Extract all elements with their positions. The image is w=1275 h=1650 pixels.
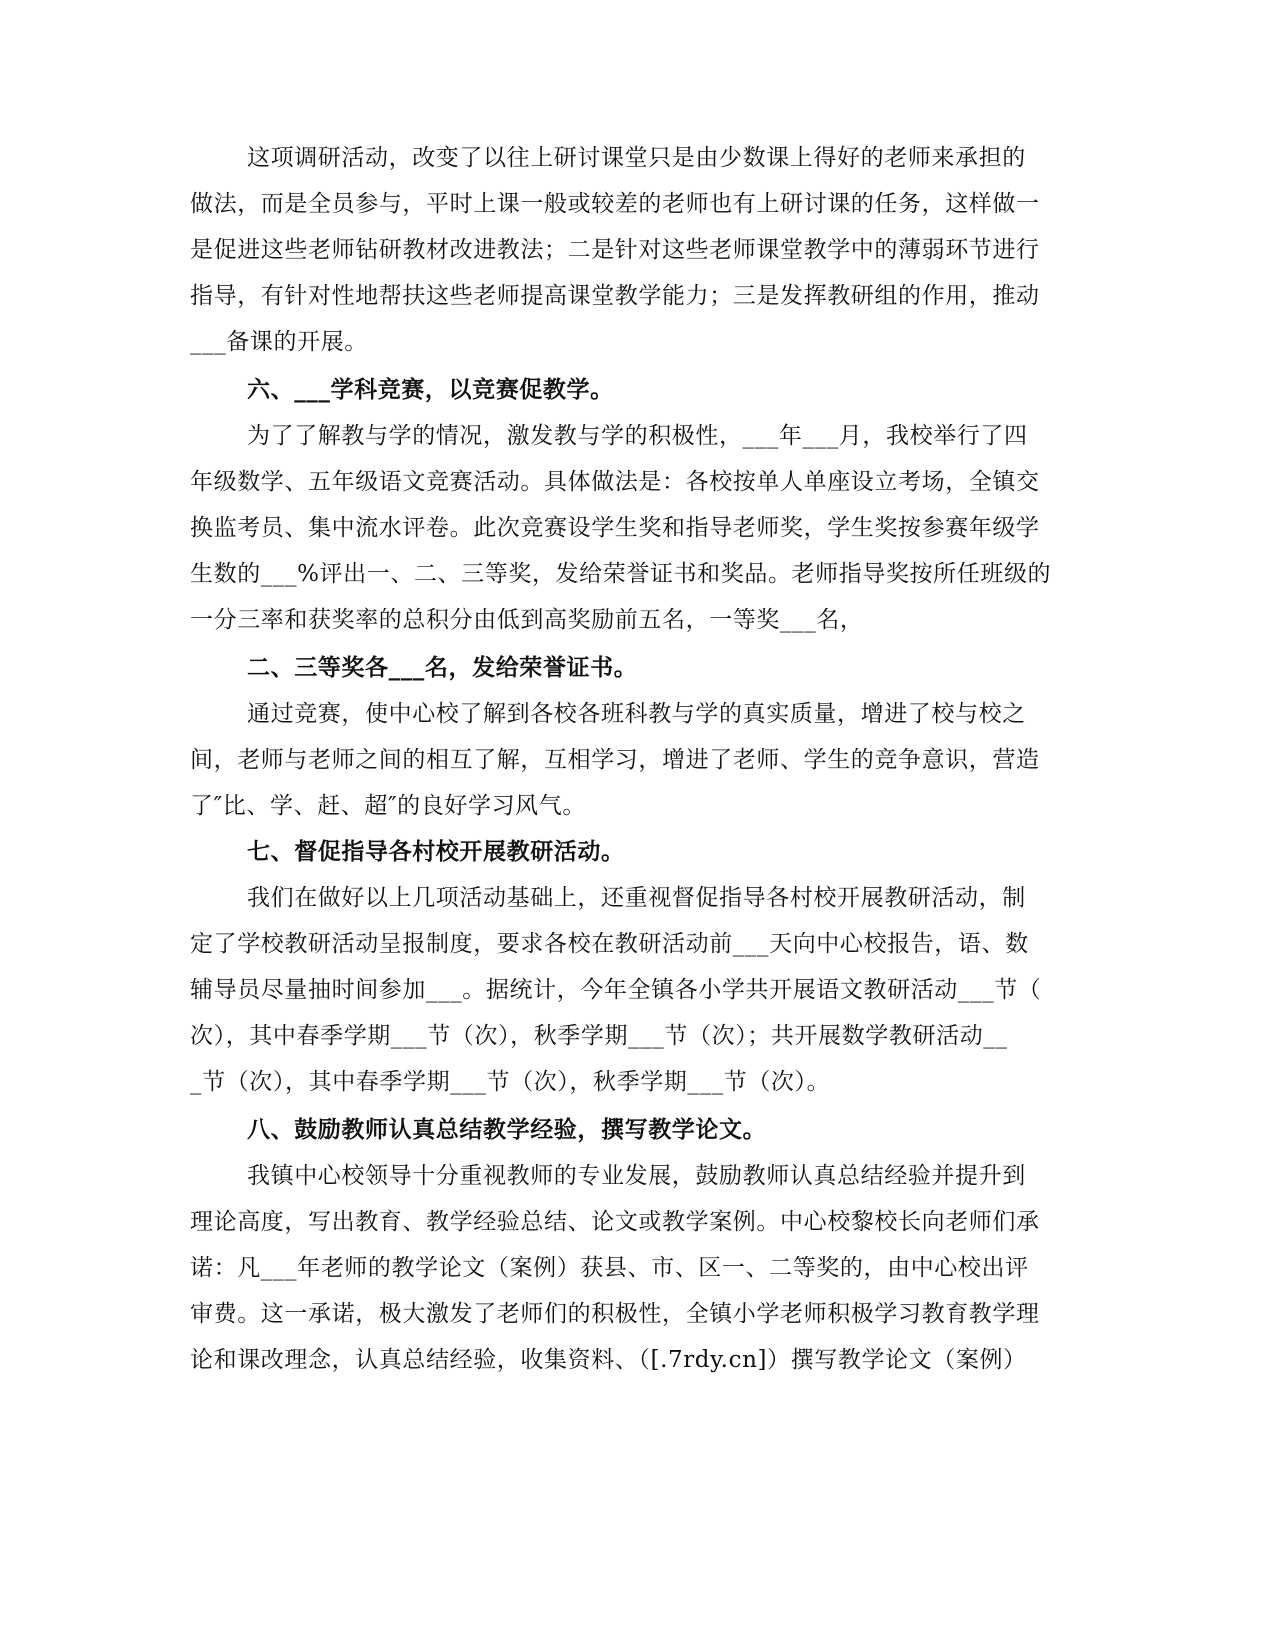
paragraph-line: 是促进这些老师钻研教材改进教法；二是针对这些老师课堂教学中的薄弱环节进行 <box>190 237 1040 263</box>
paragraph-line: 我镇中心校领导十分重视教师的专业发展，鼓励教师认真总结经验并提升到 <box>247 1163 1026 1189</box>
paragraph-line: 这项调研活动，改变了以往上研讨课堂只是由少数课上得好的老师来承担的 <box>247 145 1026 171</box>
paragraph-line: 论和课改理念，认真总结经验，收集资料、（[.7rdy.cn]）撰写教学论文（案例） <box>190 1347 1027 1373</box>
paragraph-line: 辅导员尽量抽时间参加___。据统计，今年全镇各小学共开展语文教研活动___节（ <box>190 977 1042 1003</box>
paragraph-line: 做法，而是全员参与，平时上课一般或较差的老师也有上研讨课的任务，这样做一 <box>190 191 1040 217</box>
paragraph-line: 为了了解教与学的情况，激发教与学的积极性，___年___月，我校举行了四 <box>247 423 1028 449</box>
section-heading: 二、三等奖各___名，发给荣誉证书。 <box>247 654 638 681</box>
paragraph-line: 生数的___%评出一、二、三等奖，发给荣誉证书和奖品。老师指导奖按所任班级的 <box>190 561 1052 587</box>
paragraph-line: 理论高度，写出教育、教学经验总结、论文或教学案例。中心校黎校长向老师们承 <box>190 1209 1040 1235</box>
section-heading: 七、督促指导各村校开展教研活动。 <box>247 838 625 865</box>
paragraph-line: 次），其中春季学期___节（次），秋季学期___节（次）；共开展数学教研活动__ <box>190 1023 1008 1049</box>
paragraph-line: 指导，有针对性地帮扶这些老师提高课堂教学能力；三是发挥教研组的作用，推动 <box>190 283 1040 309</box>
paragraph-line: 诺：凡___年老师的教学论文（案例）获县、市、区一、二等奖的，由中心校出评 <box>190 1255 1029 1281</box>
section-heading: 六、___学科竞赛，以竞赛促教学。 <box>247 376 614 403</box>
paragraph-line: 我们在做好以上几项活动基础上，还重视督促指导各村校开展教研活动，制 <box>247 885 1026 911</box>
paragraph-line: 通过竞赛，使中心校了解到各校各班科教与学的真实质量，增进了校与校之 <box>247 701 1026 727</box>
paragraph-line: ___备课的开展。 <box>190 329 368 355</box>
paragraph-line: 换监考员、集中流水评卷。此次竞赛设学生奖和指导老师奖，学生奖按参赛年级学 <box>190 515 1040 541</box>
paragraph-line: _节（次），其中春季学期___节（次），秋季学期___节（次）。 <box>190 1069 831 1095</box>
paragraph-line: 年级数学、五年级语文竞赛活动。具体做法是：各校按单人单座设立考场，全镇交 <box>190 469 1040 495</box>
paragraph-line: 审费。这一承诺，极大激发了老师们的积极性，全镇小学老师积极学习教育教学理 <box>190 1301 1040 1327</box>
paragraph-line: 间，老师与老师之间的相互了解，互相学习，增进了老师、学生的竞争意识，营造 <box>190 747 1040 773</box>
paragraph-line: 了″比、学、赶、超″的良好学习风气。 <box>190 793 586 819</box>
section-heading: 八、鼓励教师认真总结教学经验，撰写教学论文。 <box>247 1116 767 1143</box>
paragraph-line: 定了学校教研活动呈报制度，要求各校在教研活动前___天向中心校报告，语、数 <box>190 931 1029 957</box>
paragraph-line: 一分三率和获奖率的总积分由低到高奖励前五名，一等奖___名， <box>190 607 864 633</box>
